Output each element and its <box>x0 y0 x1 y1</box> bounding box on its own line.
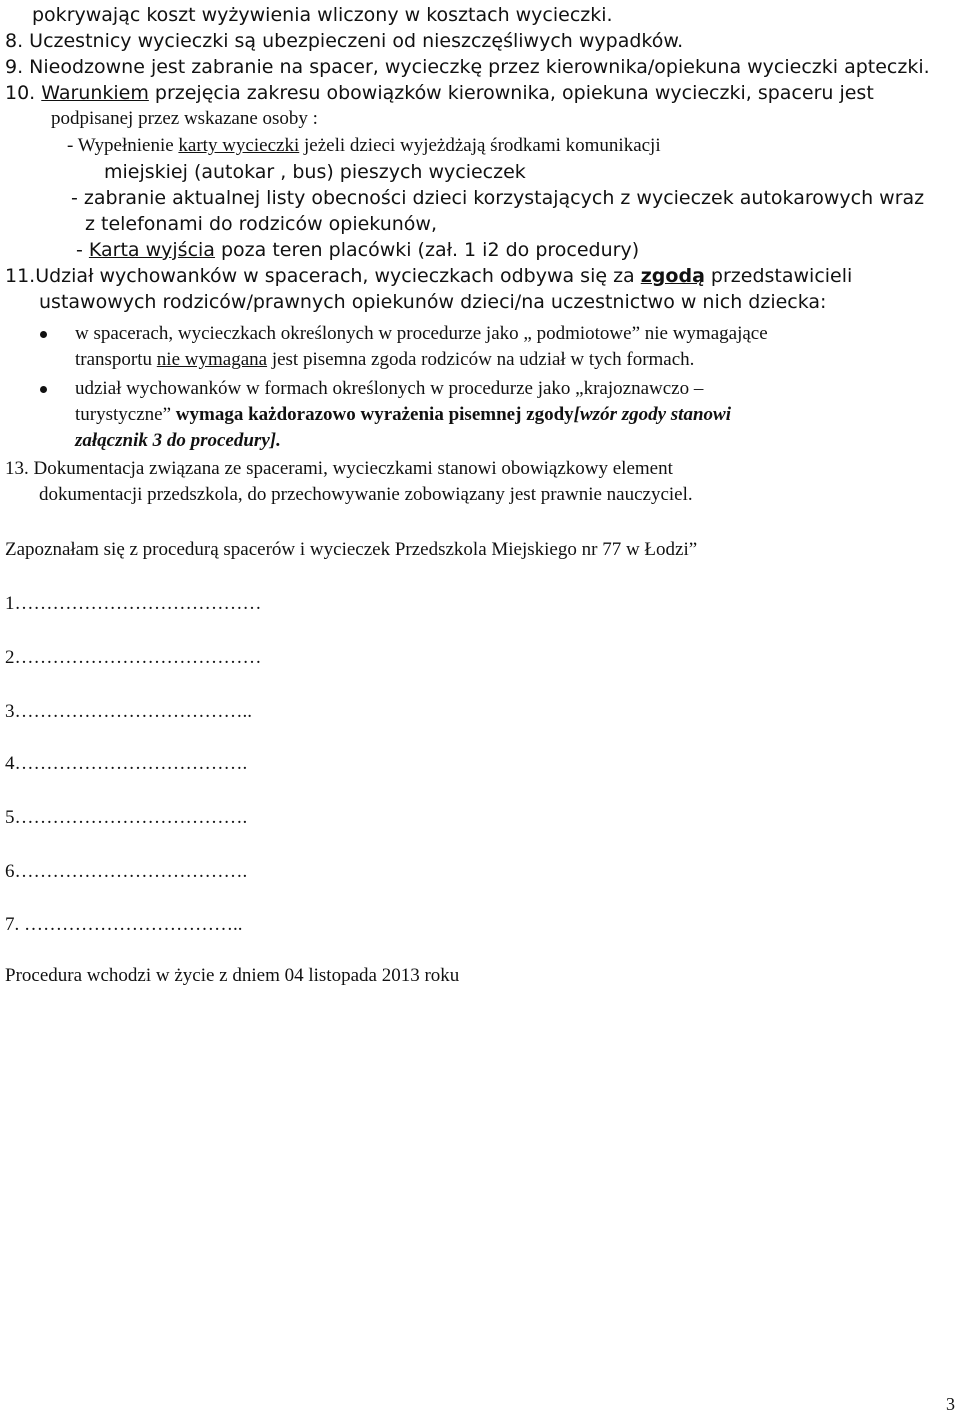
bullet-1-line-1: w spacerach, wycieczkach określonych w procedurze jako „ podmiotowe” nie wymagające <box>75 323 768 344</box>
underlined-term: Warunkiem <box>41 82 149 104</box>
item-8: 8. Uczestnicy wycieczki są ubezpieczeni od nieszczęśliwych wypadków. <box>5 30 684 52</box>
item-10-sublist-2-continued: z telefonami do rodziców opiekunów, <box>85 213 438 235</box>
signature-line-7: 7. …………………………….. <box>5 914 243 935</box>
signature-line-1: 1………………………………… <box>5 593 262 614</box>
text-line: pokrywając koszt wyżywienia wliczony w kosztach wycieczki. <box>32 4 613 26</box>
item-10-text: przejęcia zakresu obowiązków kierownika, opiekuna wycieczki, spaceru jest <box>148 82 874 104</box>
item-10-continued: podpisanej przez wskazane osoby : <box>51 108 318 129</box>
item-10-sublist-1-continued: miejskiej (autokar , bus) pieszych wycieczek <box>104 161 526 183</box>
bullet-2-line-2 <box>75 403 731 427</box>
item-9: 9. Nieodzowne jest zabranie na spacer, wycieczkę przez kierownika/opiekuna wycieczki apteczki. <box>5 56 930 78</box>
bullet-text: transportu <box>75 349 157 370</box>
signature-line-2: 2………………………………… <box>5 647 262 668</box>
item-11 <box>5 264 852 288</box>
acknowledgement-statement: Zapoznałam się z procedurą spacerów i wycieczek Przedszkola Miejskiego nr 77 w Łodzi” <box>5 539 698 560</box>
item-11-text: 11.Udział wychowanków w spacerach, wycieczkach odbywa się za <box>5 265 641 287</box>
signature-line-5: 5………………………………. <box>5 807 248 828</box>
item-10 <box>5 81 874 105</box>
page-number: 3 <box>946 1394 955 1414</box>
item-11-continued: ustawowych rodziców/prawnych opiekunów dzieci/na uczestnictwo w nich dziecka: <box>39 291 827 313</box>
effective-date-statement: Procedura wchodzi w życie z dniem 04 listopada 2013 roku <box>5 965 460 986</box>
underlined-term: nie wymagana <box>156 349 268 370</box>
signature-line-3: 3……………………………….. <box>5 701 252 722</box>
bullet-text: turystyczne” <box>75 404 176 425</box>
bullet-1-line-2 <box>75 348 694 372</box>
signature-line-4: 4………………………………. <box>5 753 248 774</box>
sublist-text: jeżeli dzieci wyjeżdżają środkami komunikacji <box>299 135 661 156</box>
underlined-term: karty wycieczki <box>178 135 300 156</box>
item-10-sublist-1 <box>67 134 661 158</box>
item-10-sublist-2: - zabranie aktualnej listy obecności dzieci korzystających z wycieczek autokarowych wraz <box>71 187 925 209</box>
item-10-sublist-3 <box>76 238 639 262</box>
sublist-text: poza teren placówki (zał. 1 i2 do procedury) <box>214 239 640 261</box>
bullet-icon <box>40 331 47 338</box>
signature-line-6: 6………………………………. <box>5 861 248 882</box>
bullet-text-end: jest pisemna zgoda rodziców na udział w tych formach. <box>267 349 695 370</box>
item-13: 13. Dokumentacja związana ze spacerami, wycieczkami stanowi obowiązkowy element <box>5 458 673 479</box>
bullet-2-line-1: udział wychowanków w formach określonych w procedurze jako „krajoznawczo – <box>75 378 704 399</box>
bullet-2-line-3: załącznik 3 do procedury]. <box>75 430 281 451</box>
item-10-number: 10. <box>5 82 42 104</box>
bullet-icon <box>40 386 47 393</box>
bold-underlined-term: zgodą <box>640 265 705 287</box>
dash-text: - <box>76 239 89 261</box>
bold-text: wymaga każdorazowo wyrażenia pisemnej zgody <box>175 404 574 425</box>
item-11-text-end: przedstawicieli <box>704 265 853 287</box>
underlined-term: Karta wyjścia <box>88 239 215 261</box>
item-13-continued: dokumentacji przedszkola, do przechowywanie zobowiązany jest prawnie nauczyciel. <box>39 484 693 505</box>
bold-italic-text: [wzór zgody stanowi <box>573 404 731 425</box>
dash-text: - Wypełnienie <box>67 135 179 156</box>
